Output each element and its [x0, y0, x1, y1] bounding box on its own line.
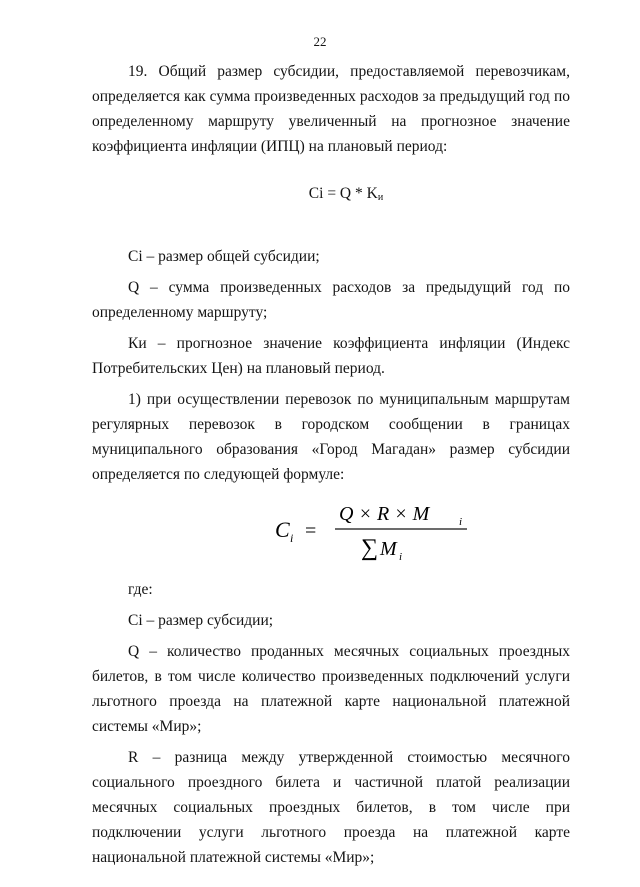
- formula-numerator: Q × R × M: [339, 503, 430, 525]
- formula-denominator-sub: i: [399, 551, 403, 563]
- paragraph-sub-1: 1) при осуществлении перевозок по муниципальным маршрутам регулярных перевозок в городском сообщении в границах муниципального образования «Город Магадан» размер субсидии определяется по следующей формуле:: [92, 391, 570, 483]
- formula-subsidy-fraction: [92, 493, 570, 563]
- formula-lhs-sub: i: [290, 531, 294, 545]
- formula-lhs: C: [275, 517, 290, 542]
- formula-sum-symbol: ∑: [361, 535, 379, 561]
- document-body: [92, 59, 570, 876]
- formula-total-subsidy-text: Ci = Q * K: [308, 185, 378, 202]
- definition-ki-inflation: Ки – прогнозное значение коэффициента инфляции (Индекс Потребительских Цен) на плановый период.: [92, 335, 570, 377]
- formula-subsidy-svg: [267, 493, 507, 563]
- formula-total-subsidy: [92, 181, 570, 210]
- definition-r-difference: R – разница между утвержденной стоимостью месячного социального проездного билета и частичной платой реализации месячных социальных проездных билетов, в том числе при подключении услуги льготного проезда на платежной карте национальной платежной системы «Мир»;: [92, 749, 570, 866]
- formula-equals: =: [305, 520, 317, 542]
- formula-total-subsidy-subscript: и: [377, 192, 384, 203]
- definition-q-expenses: Q – сумма произведенных расходов за предыдущий год по определенному маршруту;: [92, 279, 570, 321]
- paragraph-19: 19. Общий размер субсидии, предоставляемой перевозчикам, определяется как сумма произведенных расходов за предыдущий год по определенному маршруту увеличенный на прогнозное значение коэффициента инфляции (ИПЦ) на плановый период:: [92, 63, 570, 155]
- formula-denominator: M: [380, 538, 397, 560]
- definition-ci-subsidy: Ci – размер субсидии;: [128, 612, 274, 629]
- where-label: где:: [128, 581, 153, 598]
- page-number: 22: [313, 34, 327, 49]
- definition-q-tickets: Q – количество проданных месячных социальных проездных билетов, в том числе количество произведенных подключений услуги льготного проезда на платежной карте национальной платежной системы «Мир»;: [92, 643, 570, 735]
- definition-ci-total: Ci – размер общей субсидии;: [128, 248, 320, 265]
- formula-numerator-sub: i: [459, 516, 463, 528]
